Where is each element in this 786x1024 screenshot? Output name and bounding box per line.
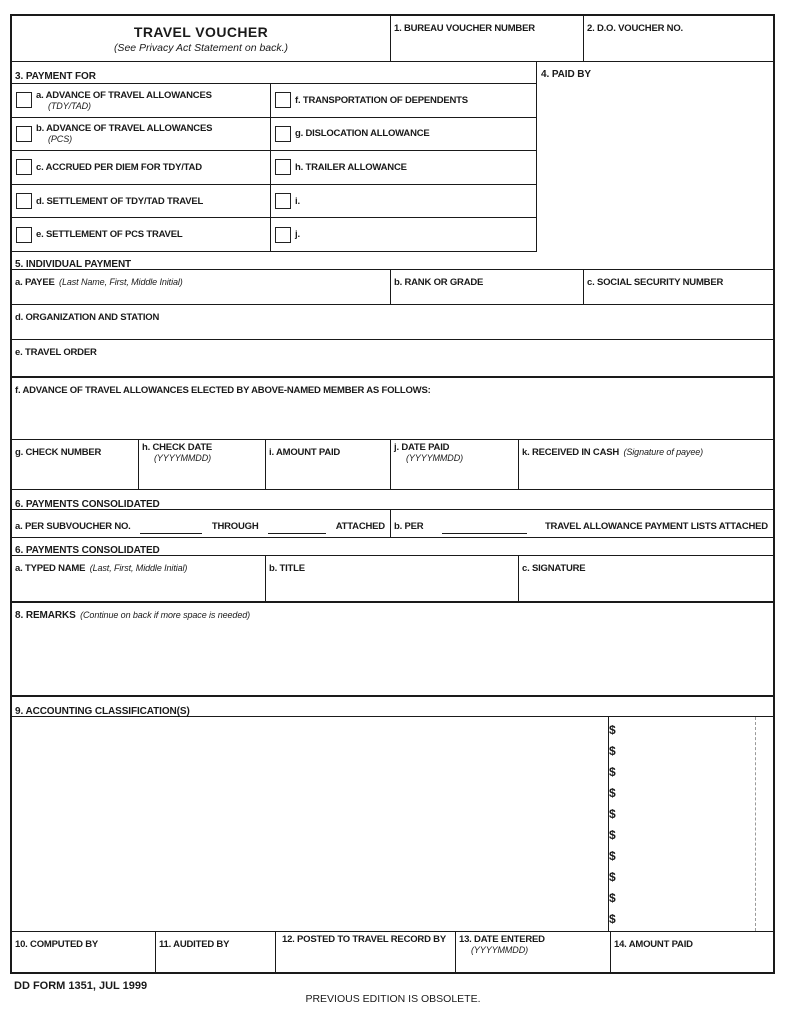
dollar-sign: $ (609, 806, 616, 821)
dollar-sign: $ (609, 827, 616, 842)
checkbox-row (12, 118, 536, 152)
title-label: b. TITLE (269, 563, 305, 574)
form-title: TRAVEL VOUCHER (133, 24, 269, 40)
travel-order-row (12, 340, 773, 377)
dollar-sign: $ (609, 785, 616, 800)
payee-hint: (Last Name, First, Middle Initial) (59, 277, 183, 287)
checkbox-cell-d (12, 185, 271, 218)
checkbox-j[interactable] (275, 227, 291, 243)
remarks-label: 8. REMARKS (15, 610, 76, 621)
audited-by-label: 11. AUDITED BY (159, 939, 230, 950)
amount-paid-label: i. AMOUNT PAID (269, 447, 341, 458)
header-row (12, 16, 773, 62)
computed-by-field[interactable] (12, 932, 155, 972)
date-entered-field[interactable] (455, 932, 610, 972)
subvoucher-label: a. PER SUBVOUCHER NO. (15, 521, 131, 532)
checkbox-cell-j (271, 218, 536, 251)
check-date-label: h. CHECK DATE (142, 442, 213, 453)
subvoucher-to-input[interactable] (268, 531, 326, 534)
posted-to-travel-record-field[interactable] (275, 932, 455, 972)
checkbox-transportation-dependents[interactable] (275, 92, 291, 108)
accounting-row (12, 717, 773, 932)
rank-or-grade-label: b. RANK OR GRADE (394, 277, 484, 288)
received-in-cash-field[interactable] (518, 440, 773, 489)
payee-label: a. PAYEE (15, 277, 55, 288)
per-label: b. PER (394, 521, 424, 532)
checkbox-row (12, 218, 536, 252)
checkbox-settlement-pcs[interactable] (16, 227, 32, 243)
checkbox-cell-f (271, 84, 536, 117)
dollar-sign: $ (609, 743, 616, 758)
remarks-field[interactable] (12, 603, 773, 695)
bureau-voucher-number-field[interactable] (390, 16, 583, 61)
check-date-field[interactable] (138, 440, 265, 489)
checkbox-i[interactable] (275, 193, 291, 209)
date-paid-hint: (YYYYMMDD) (406, 453, 463, 463)
subvoucher-row (12, 510, 773, 538)
bureau-voucher-number-label: 1. BUREAU VOUCHER NUMBER (394, 23, 535, 34)
travel-order-field[interactable] (12, 340, 773, 376)
amount-paid-total-label: 14. AMOUNT PAID (614, 939, 693, 950)
subvoucher-from-input[interactable] (140, 531, 202, 534)
checkbox-cell-g (271, 118, 536, 151)
section9-header-row (12, 696, 773, 717)
payee-field[interactable] (12, 270, 390, 304)
checkbox-row (12, 84, 536, 118)
section6a-header-row (12, 490, 773, 510)
dollar-sign: $ (609, 869, 616, 884)
section3-header: 3. PAYMENT FOR (15, 71, 96, 82)
checkbox-advance-tdy-tad[interactable] (16, 92, 32, 108)
section9-header-cell (12, 697, 773, 716)
checkbox-label-b: b. ADVANCE OF TRAVEL ALLOWANCES (36, 123, 213, 135)
checkbox-row (12, 151, 536, 185)
dollar-sign: $ (609, 890, 616, 905)
amount-paid-total-field[interactable] (610, 932, 773, 972)
section6a-header: 6. PAYMENTS CONSOLIDATED (15, 499, 160, 509)
organization-row (12, 305, 773, 340)
checkbox-label-h: h. TRAILER ALLOWANCE (295, 161, 407, 173)
ssn-field[interactable] (583, 270, 773, 304)
do-voucher-no-field[interactable] (583, 16, 773, 61)
checkbox-label-e: e. SETTLEMENT OF PCS TRAVEL (36, 229, 183, 241)
section6b-header-cell (12, 538, 773, 555)
check-number-label: g. CHECK NUMBER (15, 447, 102, 458)
date-paid-field[interactable] (390, 440, 518, 489)
paid-by-field[interactable] (536, 62, 773, 252)
check-date-hint: (YYYYMMDD) (154, 453, 211, 463)
advance-elected-row (12, 377, 773, 440)
ssn-label: c. SOCIAL SECURITY NUMBER (587, 277, 724, 288)
advance-elected-field[interactable] (12, 378, 773, 439)
previous-edition-note: PREVIOUS EDITION IS OBSOLETE. (305, 993, 481, 1005)
received-in-cash-label: k. RECEIVED IN CASH (522, 447, 620, 458)
payment-for-checkbox-grid (12, 84, 536, 252)
computed-by-label: 10. COMPUTED BY (15, 939, 99, 950)
section3-header-row (12, 62, 536, 84)
amount-paid-field[interactable] (265, 440, 390, 489)
paid-by-label: 4. PAID BY (541, 69, 591, 80)
checkbox-label-d: d. SETTLEMENT OF TDY/TAD TRAVEL (36, 195, 204, 207)
attached-label: ATTACHED (335, 521, 385, 532)
checkbox-cell-c (12, 151, 271, 184)
checkbox-label-i: i. (295, 195, 300, 207)
travel-voucher-form (10, 14, 775, 974)
check-detail-row (12, 440, 773, 490)
rank-or-grade-field[interactable] (390, 270, 583, 304)
signature-label: c. SIGNATURE (522, 563, 586, 574)
section6b-header-row (12, 538, 773, 556)
checkbox-dislocation-allowance[interactable] (275, 126, 291, 142)
dollar-sign: $ (609, 848, 616, 863)
checkbox-sublabel-b: (PCS) (48, 134, 72, 145)
amounts-column[interactable] (608, 717, 773, 931)
check-number-field[interactable] (12, 440, 138, 489)
typed-name-field[interactable] (12, 556, 265, 601)
form-title-block (12, 16, 390, 61)
section9-header: 9. ACCOUNTING CLASSIFICATION(S) (15, 706, 190, 716)
received-in-cash-hint: (Signature of payee) (623, 447, 704, 457)
section5-header: 5. INDIVIDUAL PAYMENT (15, 259, 132, 269)
do-voucher-no-label: 2. D.O. VOUCHER NO. (587, 23, 683, 34)
checkbox-trailer-allowance[interactable] (275, 159, 291, 175)
per-lists-cell (390, 510, 773, 537)
checkbox-cell-a (12, 84, 271, 117)
section5-header-cell (12, 252, 773, 269)
payee-row (12, 270, 773, 305)
checkbox-sublabel-a: (TDY/TAD) (48, 100, 91, 111)
posted-to-travel-record-label: 12. POSTED TO TRAVEL RECORD BY (282, 934, 446, 945)
form-id: DD FORM 1351, JUL 1999 (14, 980, 148, 992)
checkbox-cell-b (12, 118, 271, 151)
checkbox-settlement-tdy-tad[interactable] (16, 193, 32, 209)
checkbox-label-g: g. DISLOCATION ALLOWANCE (295, 128, 430, 140)
checkbox-label-f: f. TRANSPORTATION OF DEPENDENTS (295, 94, 468, 106)
section5-header-row (12, 252, 773, 270)
remarks-row (12, 602, 773, 696)
through-label: THROUGH (211, 521, 259, 532)
checkbox-label-a: a. ADVANCE OF TRAVEL ALLOWANCES (36, 89, 212, 101)
organization-and-station-field[interactable] (12, 305, 773, 339)
subvoucher-cell (12, 510, 390, 537)
checkbox-cell-i (271, 185, 536, 218)
per-input[interactable] (442, 531, 527, 534)
checkbox-cell-e (12, 218, 271, 251)
organization-and-station-label: d. ORGANIZATION AND STATION (15, 312, 160, 323)
form-subtitle: (See Privacy Act Statement on back.) (113, 42, 289, 54)
travel-order-label: e. TRAVEL ORDER (15, 347, 97, 358)
title-field[interactable] (265, 556, 518, 601)
checkbox-label-c: c. ACCRUED PER DIEM FOR TDY/TAD (36, 161, 202, 173)
dollar-sign: $ (609, 722, 616, 737)
section6a-header-cell (12, 490, 773, 509)
audited-by-field[interactable] (155, 932, 275, 972)
lists-attached-label: TRAVEL ALLOWANCE PAYMENT LISTS ATTACHED (544, 521, 768, 532)
section6b-header: 6. PAYMENTS CONSOLIDATED (15, 545, 160, 555)
date-paid-label: j. DATE PAID (394, 442, 450, 453)
section3-header-cell (12, 62, 536, 83)
checkbox-cell-h (271, 151, 536, 184)
date-entered-label: 13. DATE ENTERED (459, 934, 545, 945)
checkbox-advance-pcs[interactable] (16, 126, 32, 142)
signature-field[interactable] (518, 556, 773, 601)
checkbox-row (12, 185, 536, 219)
accounting-classification-field[interactable] (12, 717, 608, 931)
dashed-tear-line (755, 717, 756, 931)
checkbox-label-j: j. (295, 229, 300, 241)
certification-row (12, 932, 773, 972)
typed-name-label: a. TYPED NAME (15, 563, 86, 574)
remarks-hint: (Continue on back if more space is needed) (80, 610, 251, 620)
advance-elected-label: f. ADVANCE OF TRAVEL ALLOWANCES ELECTED BY ABOVE-NAMED MEMBER AS FOLLOWS: (15, 385, 431, 396)
date-entered-hint: (YYYYMMDD) (471, 945, 528, 955)
checkbox-accrued-per-diem[interactable] (16, 159, 32, 175)
typed-name-row (12, 556, 773, 602)
dollar-sign: $ (609, 911, 616, 926)
dollar-sign: $ (609, 764, 616, 779)
typed-name-hint: (Last, First, Middle Initial) (89, 563, 188, 573)
